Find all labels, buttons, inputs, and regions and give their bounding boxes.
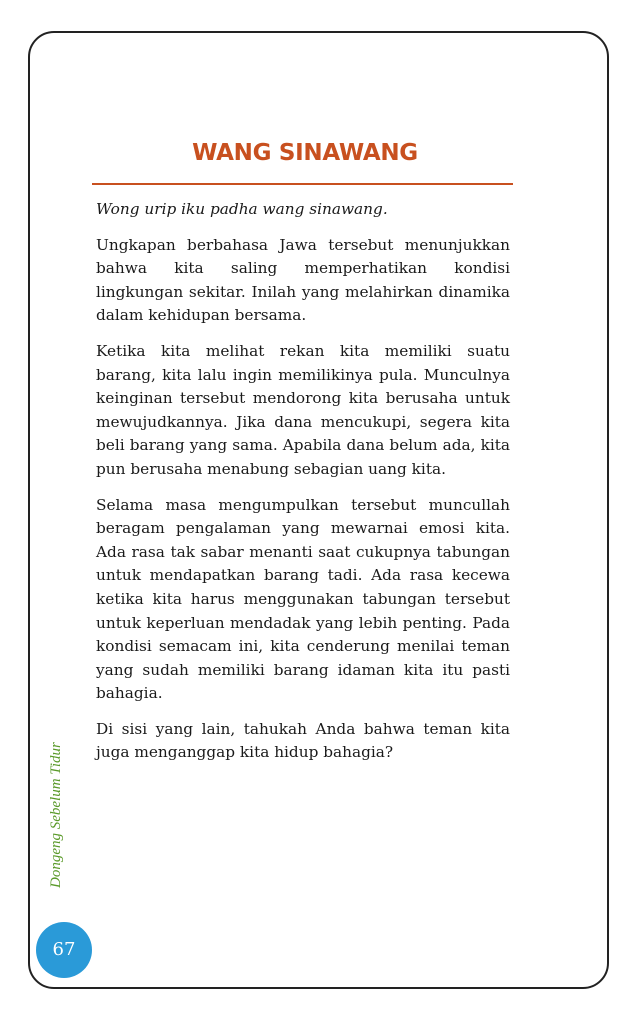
page-number-badge: 67 <box>36 922 92 978</box>
page-title: WANG SINAWANG <box>192 140 418 166</box>
title-underline <box>92 183 513 185</box>
paragraph-4: Di sisi yang lain, tahukah Anda bahwa teman kita juga menganggap kita hidup bahagia? <box>96 719 510 762</box>
paragraph-2: Ketika kita melihat rekan kita memiliki suatu barang, kita lalu ingin memilikinya pula. Munculnya keinginan tersebut mendorong kita berusaha untuk mewujudkannya. Jika dana mencukupi, segera kita beli barang yang sama. Apabila dana belum ada, kita pun berusaha menabung sebagian uang kita. <box>96 341 510 478</box>
paragraph-1: Ungkapan berbahasa Jawa tersebut menunjukkan bahwa kita saling memperhatikan kondisi lingkungan sekitar. Inilah yang melahirkan dinamika dalam kehidupan bersama. <box>96 235 510 325</box>
paragraph-3: Selama masa mengumpulkan tersebut muncullah beragam pengalaman yang mewarnai emosi kita. Ada rasa tak sabar menanti saat cukupnya tabungan untuk mendapatkan barang tadi. Ada rasa kecewa ketika kita harus menggunakan tabungan tersebut untuk keperluan mendadak yang lebih penting. Pada kondisi semacam ini, kita cenderung menilai teman yang sudah memiliki barang idaman kita itu pasti bahagia. <box>96 495 510 703</box>
motto-quote: Wong urip iku padha wang sinawang. <box>96 200 388 218</box>
body-text <box>96 198 510 777</box>
book-title-sidebar: Dongeng Sebelum Tidur <box>48 742 64 888</box>
